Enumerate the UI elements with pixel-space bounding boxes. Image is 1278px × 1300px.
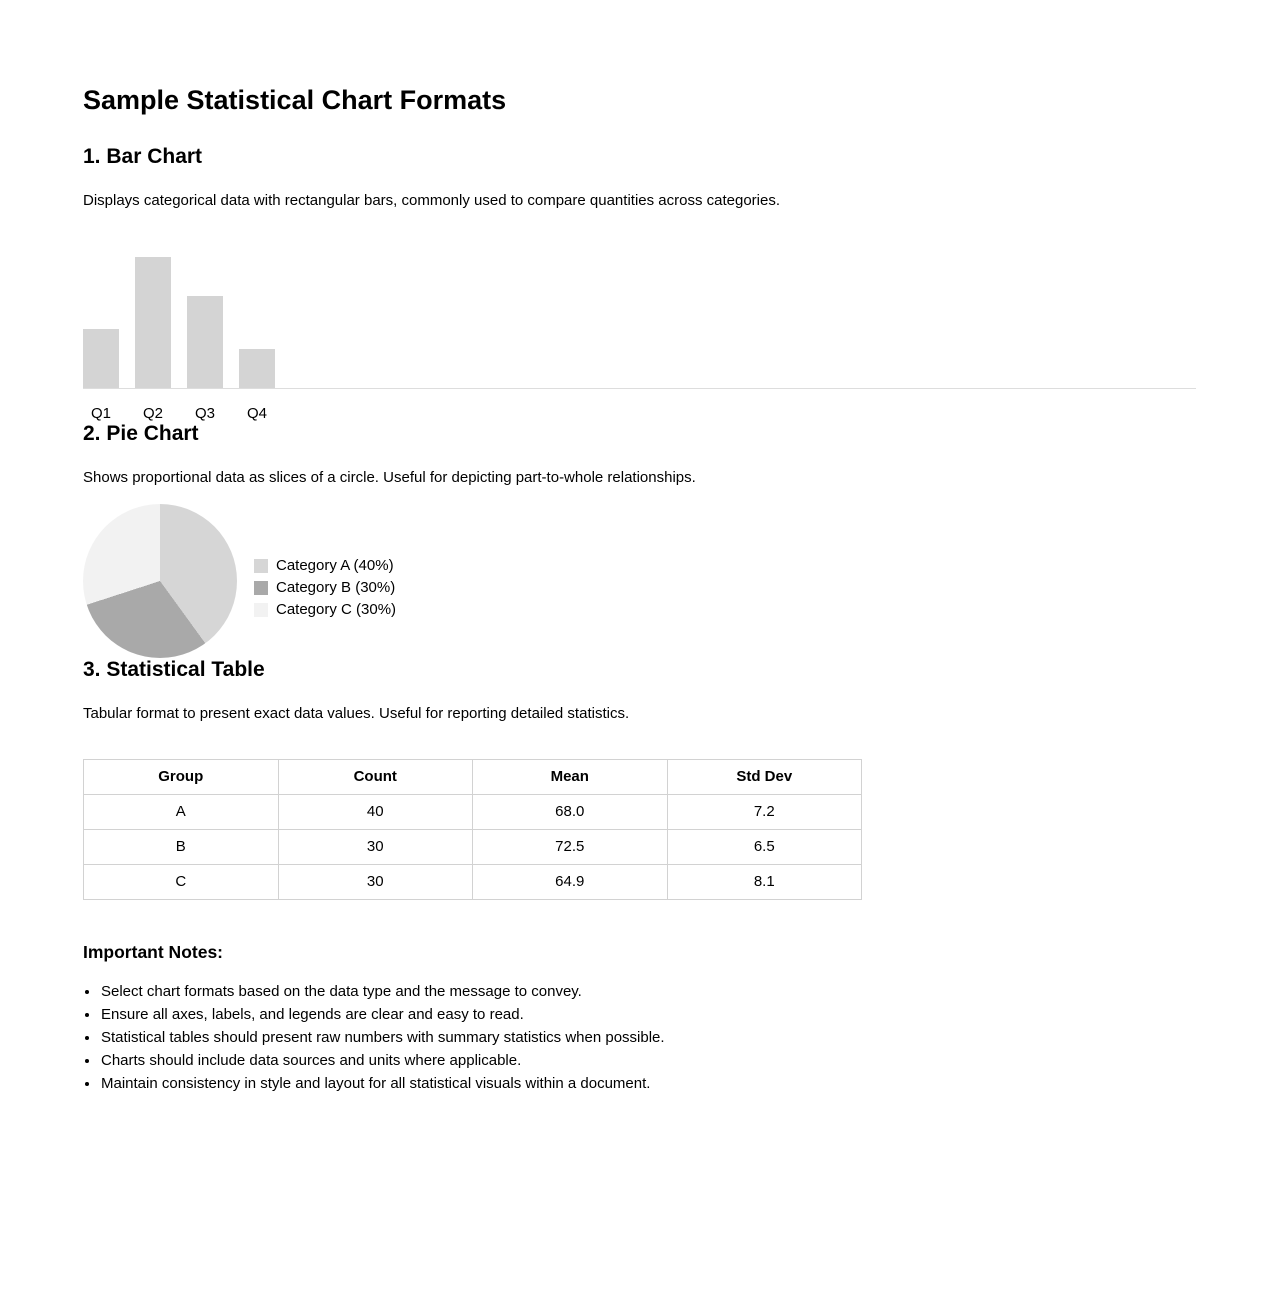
legend-label-category-a: Category A (40%) [276,557,394,575]
cell-mean: 68.0 [473,794,668,829]
table-row [84,829,862,864]
bar-chart [83,258,1196,422]
legend-label-category-b: Category B (30%) [276,579,396,597]
note-item: • Select chart formats based on the data type and the message to convey. [100,983,1196,1001]
cell-stddev: 8.1 [667,864,862,899]
important-notes-list [83,983,1196,1093]
important-notes-section [83,943,1196,1093]
legend-swatch-category-c [254,603,268,617]
cell-stddev: 6.5 [667,829,862,864]
bar-chart-heading: 1. Bar Chart [83,144,203,168]
cell-count: 40 [278,794,473,829]
legend-item-category-b [254,577,396,599]
pie-chart-figure [83,504,1196,658]
cell-count: 30 [278,829,473,864]
bar-label-q3: Q3 [194,405,215,423]
note-item: • Statistical tables should present raw numbers with summary statistics when possible. [100,1029,1196,1047]
table-description: Tabular format to present exact data values. Useful for reporting detailed statistics. [83,705,630,723]
cell-mean: 72.5 [473,829,668,864]
bar-chart-plot-area [83,258,1196,389]
section-bar-chart [83,145,1196,422]
bar-q2 [135,257,171,388]
legend-item-category-c [254,599,396,621]
pie-chart-heading: 2. Pie Chart [83,422,199,446]
page-title: Sample Statistical Chart Formats [83,85,507,115]
note-item: • Charts should include data sources and units where applicable. [100,1052,1196,1070]
legend-item-category-a [254,555,396,577]
column-header-count: Count [278,759,473,794]
section-pie-chart [83,422,1196,658]
table-body [84,794,862,899]
column-header-group: Group [84,759,279,794]
table-header [84,759,862,794]
column-header-mean: Mean [473,759,668,794]
bar-chart-description: Displays categorical data with rectangular bars, commonly used to compare quantities across categories. [83,191,781,209]
legend-swatch-category-a [254,559,268,573]
bar-label-q1: Q1 [90,405,111,423]
note-item: • Maintain consistency in style and layout for all statistical visuals within a document. [100,1075,1196,1093]
cell-mean: 64.9 [473,864,668,899]
table-row [84,864,862,899]
cell-stddev: 7.2 [667,794,862,829]
pie-chart [83,504,237,658]
pie-chart-legend [254,555,396,658]
cell-count: 30 [278,864,473,899]
section-statistical-table [83,658,1196,899]
legend-label-category-c: Category C (30%) [276,601,397,619]
pie-chart-description: Shows proportional data as slices of a circle. Useful for depicting part-to-whole relationships. [83,469,696,487]
cell-group: C [84,864,279,899]
cell-group: B [84,829,279,864]
cell-group: A [84,794,279,829]
important-notes-heading: Important Notes: [83,941,223,962]
bar-q3 [187,296,223,388]
legend-swatch-category-b [254,581,268,595]
bar-label-q2: Q2 [142,405,163,423]
column-header-stddev: Std Dev [667,759,862,794]
table-row [84,794,862,829]
table-header-row [84,759,862,794]
bar-label-q4: Q4 [246,405,267,423]
bar-q1 [83,329,119,388]
note-item: • Ensure all axes, labels, and legends are clear and easy to read. [100,1006,1196,1024]
bar-q4 [239,349,275,388]
statistical-table [83,759,862,900]
bar-chart-x-axis-labels [83,405,1196,422]
table-heading: 3. Statistical Table [83,658,265,682]
